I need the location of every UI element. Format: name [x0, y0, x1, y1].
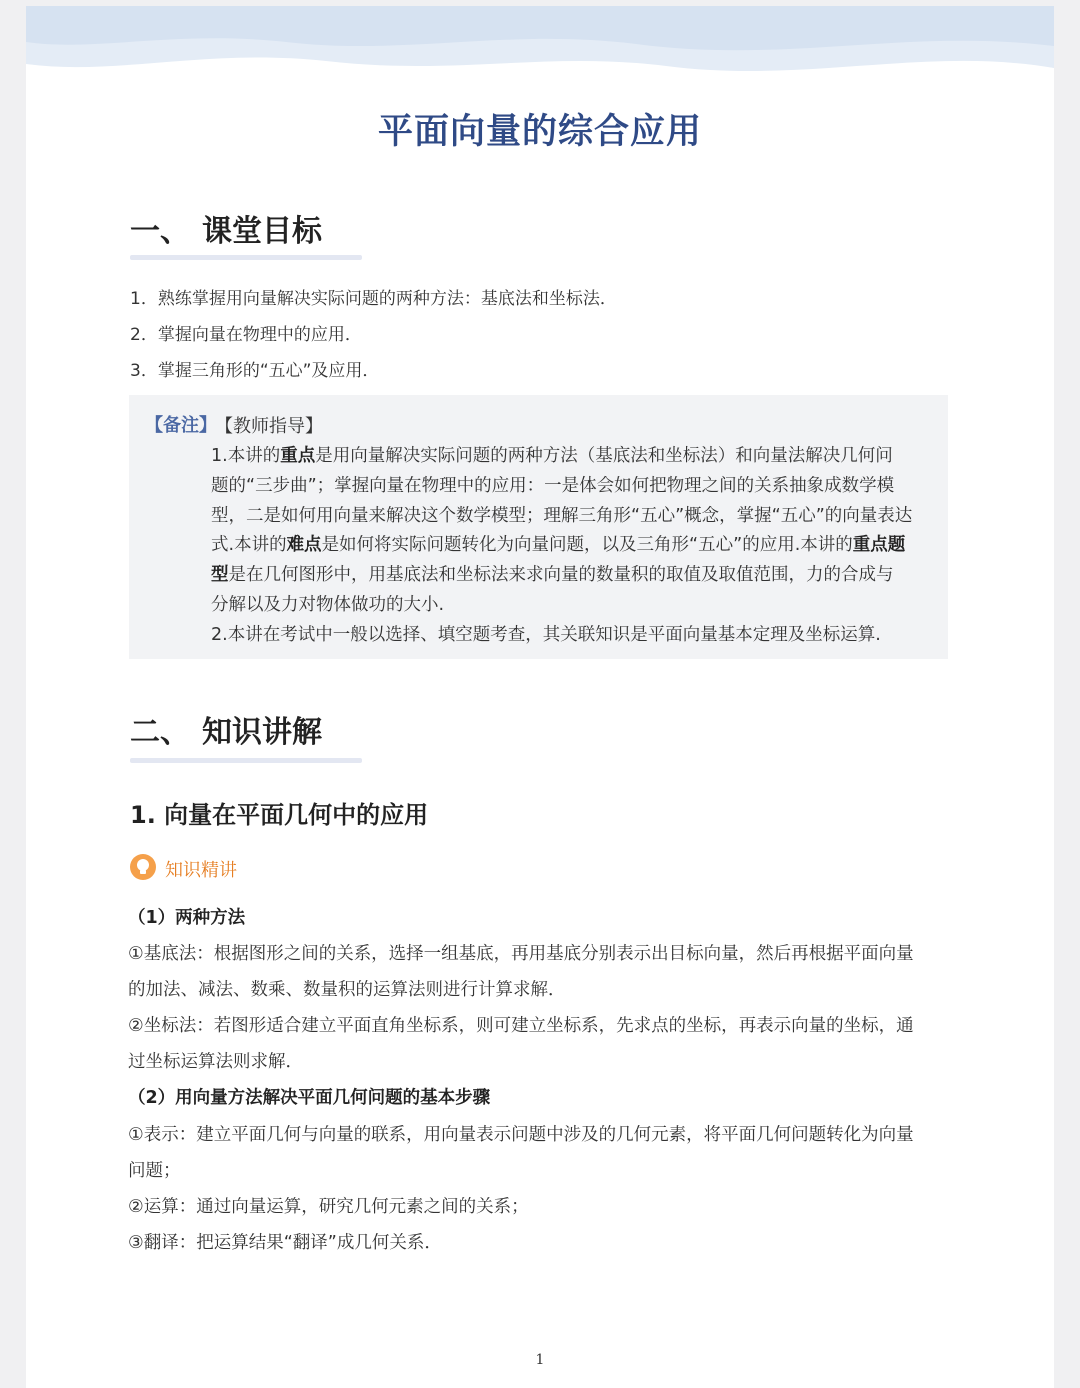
- section-heading-goals: [130, 206, 322, 250]
- emphasis-key-type: 重点题: [852, 535, 906, 555]
- section-number: 一、: [130, 214, 190, 249]
- body-text-line: ③翻译：把运算结果“翻译”成几何关系．: [128, 1233, 442, 1253]
- note-line: 2.本讲在考试中一般以选择、填空题考查，其关联知识是平面向量基本定理及坐标运算.: [211, 625, 881, 645]
- emphasis-difficulty: 难点: [286, 535, 322, 555]
- document-page: [26, 6, 1054, 1388]
- body-text-line: 的加法、减法、数乘、数量积的运算法则进行计算求解．: [128, 980, 566, 1000]
- section-heading-knowledge: [130, 707, 322, 751]
- note-header: 【教师指导】: [215, 416, 323, 437]
- teacher-note-box: [129, 395, 948, 659]
- goal-item: 1．熟练掌握用向量解决实际问题的两种方法：基底法和坐标法．: [130, 289, 617, 309]
- knowledge-tag-label: 知识精讲: [165, 860, 237, 881]
- method-heading: （1）两种方法: [128, 908, 246, 928]
- body-text-line: ①基底法：根据图形之间的关系，选择一组基底，再用基底分别表示出目标向量，然后再根据平面向量: [128, 944, 914, 964]
- body-text-line: ②运算：通过向量运算，研究几何元素之间的关系；: [128, 1197, 529, 1217]
- note-line: 题的“三步曲”；掌握向量在物理中的应用：一是体会如何把物理之间的关系抽象成数学模: [211, 476, 895, 496]
- body-text-line: 问题；: [128, 1161, 181, 1181]
- goal-item: 3．掌握三角形的“五心”及应用．: [130, 361, 380, 381]
- goal-item: 2．掌握向量在物理中的应用．: [130, 325, 362, 345]
- document-title: 平面向量的综合应用: [377, 112, 702, 152]
- body-text-line: ②坐标法：若图形适合建立平面直角坐标系，则可建立坐标系，先求点的坐标，再表示向量的坐标，通: [128, 1016, 914, 1036]
- section-title: 课堂目标: [202, 214, 322, 249]
- lightbulb-icon: [130, 854, 156, 880]
- header-wave-decoration: [26, 6, 1054, 96]
- subsection-title: 1. 向量在平面几何中的应用: [130, 801, 429, 829]
- emphasis-key-point: 重点: [280, 446, 316, 466]
- page-number: 1: [535, 1352, 545, 1368]
- note-line: 型是在几何图形中，用基底法和坐标法来求向量的数量积的取值及取值范围，力的合成与: [211, 565, 894, 585]
- note-line: 1.本讲的重点是用向量解决实际问题的两种方法（基底法和坐标法）和向量法解决几何问: [211, 446, 893, 466]
- section-underline: [130, 758, 362, 763]
- note-line: 型，二是如何用向量来解决这个数学模型；理解三角形“五心”概念，掌握“五心”的向量表达: [211, 506, 913, 526]
- section-number: 二、: [130, 715, 190, 750]
- note-label: 【备注】: [145, 415, 217, 436]
- note-line: 式.本讲的难点是如何将实际问题转化为向量问题，以及三角形“五心”的应用.本讲的重点题: [211, 535, 906, 555]
- section-title: 知识讲解: [202, 715, 322, 750]
- steps-heading: （2）用向量方法解决平面几何问题的基本步骤: [128, 1088, 491, 1108]
- section-underline: [130, 255, 362, 260]
- note-line: 分解以及力对物体做功的大小.: [211, 595, 445, 615]
- body-text-line: ①表示：建立平面几何与向量的联系，用向量表示问题中涉及的几何元素，将平面几何问题转化为向量: [128, 1125, 914, 1145]
- body-text-line: 过坐标运算法则求解．: [128, 1052, 303, 1072]
